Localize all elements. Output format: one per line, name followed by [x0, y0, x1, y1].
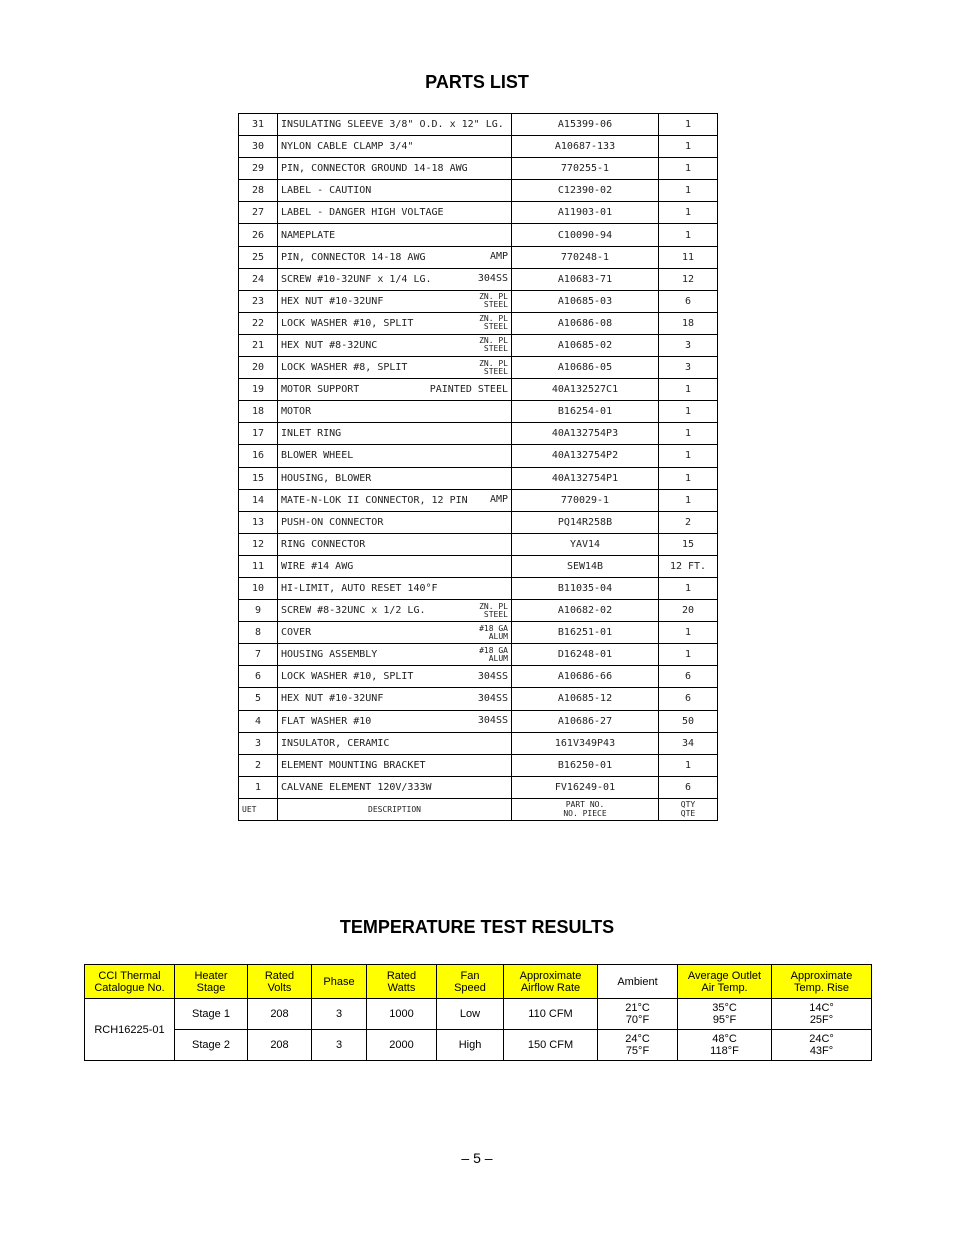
parts-item-number: 30 — [239, 136, 278, 158]
parts-quantity: 18 — [659, 312, 718, 334]
parts-description-cell — [278, 224, 512, 246]
parts-quantity: 20 — [659, 600, 718, 622]
temperature-test-table — [84, 964, 872, 1061]
parts-description-cell — [278, 180, 512, 202]
parts-description-cell — [278, 334, 512, 356]
temperature-phase: 3 — [312, 1030, 367, 1061]
parts-item-number: 15 — [239, 467, 278, 489]
parts-description: ELEMENT MOUNTING BRACKET — [281, 759, 426, 771]
parts-item-number: 11 — [239, 555, 278, 577]
parts-description: LOCK WASHER #10, SPLIT — [281, 317, 414, 329]
parts-item-number: 31 — [239, 114, 278, 136]
parts-material: ZN. PL STEEL — [479, 336, 508, 354]
parts-material: 304SS — [477, 692, 508, 704]
parts-description: HOUSING, BLOWER — [281, 472, 372, 484]
parts-quantity: 1 — [659, 622, 718, 644]
parts-part-number: 770248-1 — [512, 246, 659, 268]
parts-description: HEX NUT #10-32UNF — [281, 693, 384, 705]
parts-item-number: 6 — [239, 666, 278, 688]
parts-description: HI-LIMIT, AUTO RESET 140°F — [281, 583, 438, 595]
header-catalogue: CCI Thermal Catalogue No. — [85, 965, 175, 999]
parts-part-number: D16248-01 — [512, 644, 659, 666]
parts-row — [239, 401, 718, 423]
parts-item-number: 29 — [239, 158, 278, 180]
parts-part-number: PQ14R258B — [512, 511, 659, 533]
temperature-row — [85, 1030, 872, 1061]
parts-part-number: 770255-1 — [512, 158, 659, 180]
parts-part-number: A10682-02 — [512, 600, 659, 622]
parts-item-number: 24 — [239, 268, 278, 290]
parts-description-cell — [278, 622, 512, 644]
parts-description: HOUSING ASSEMBLY — [281, 649, 378, 661]
parts-description: COVER — [281, 627, 312, 639]
parts-row — [239, 666, 718, 688]
parts-item-number: 7 — [239, 644, 278, 666]
parts-item-number: 18 — [239, 401, 278, 423]
parts-quantity: 1 — [659, 379, 718, 401]
parts-description: SCREW #8-32UNC x 1/2 LG. — [281, 605, 426, 617]
parts-part-number: A10685-02 — [512, 334, 659, 356]
parts-description: WIRE #14 AWG — [281, 560, 354, 572]
parts-quantity: 11 — [659, 246, 718, 268]
parts-part-number: B16250-01 — [512, 754, 659, 776]
parts-list-title: PARTS LIST — [425, 72, 529, 92]
parts-description-cell — [278, 710, 512, 732]
parts-material: 304SS — [477, 715, 508, 727]
parts-part-number: C10090-94 — [512, 224, 659, 246]
parts-item-number: 22 — [239, 312, 278, 334]
parts-row — [239, 202, 718, 224]
header-phase: Phase — [312, 965, 367, 999]
temperature-row — [85, 999, 872, 1030]
parts-list-table — [238, 113, 718, 821]
temperature-airflow: 110 CFM — [504, 999, 598, 1030]
parts-material: ZN. PL STEEL — [479, 292, 508, 310]
parts-description: MATE-N-LOK II CONNECTOR, 12 PIN — [281, 494, 468, 506]
header-airflow: Approximate Airflow Rate — [504, 965, 598, 999]
parts-material: #18 GA ALUM — [479, 645, 508, 663]
parts-description: BLOWER WHEEL — [281, 450, 354, 462]
temperature-ambient: 24°C 75°F — [598, 1030, 678, 1061]
parts-description-cell — [278, 754, 512, 776]
parts-material: ZN. PL STEEL — [479, 358, 508, 376]
parts-row — [239, 555, 718, 577]
header-outlet: Average Outlet Air Temp. — [678, 965, 772, 999]
temperature-outlet: 35°C 95°F — [678, 999, 772, 1030]
parts-description: LOCK WASHER #10, SPLIT — [281, 671, 414, 683]
temperature-header-row — [85, 965, 872, 999]
parts-description-cell — [278, 577, 512, 599]
parts-item-number: 2 — [239, 754, 278, 776]
parts-description: MOTOR — [281, 406, 312, 418]
parts-item-number: 17 — [239, 423, 278, 445]
parts-material: PAINTED STEEL — [429, 383, 508, 395]
parts-description-cell — [278, 688, 512, 710]
parts-quantity: 1 — [659, 114, 718, 136]
parts-quantity: 12 FT. — [659, 555, 718, 577]
parts-item-number: 16 — [239, 445, 278, 467]
parts-part-number: 40A132754P2 — [512, 445, 659, 467]
parts-part-number: 40A132754P1 — [512, 467, 659, 489]
parts-quantity: 6 — [659, 290, 718, 312]
parts-quantity: 1 — [659, 644, 718, 666]
parts-row — [239, 158, 718, 180]
parts-row — [239, 511, 718, 533]
parts-description: LOCK WASHER #8, SPLIT — [281, 362, 408, 374]
parts-quantity: 1 — [659, 423, 718, 445]
header-fan: Fan Speed — [437, 965, 504, 999]
parts-part-number: YAV14 — [512, 533, 659, 555]
parts-description: PIN, CONNECTOR 14-18 AWG — [281, 251, 426, 263]
parts-description-cell — [278, 555, 512, 577]
parts-quantity: 1 — [659, 158, 718, 180]
parts-quantity: 50 — [659, 710, 718, 732]
parts-quantity: 15 — [659, 533, 718, 555]
parts-description: NYLON CABLE CLAMP 3/4" — [281, 141, 414, 153]
header-stage: Heater Stage — [175, 965, 248, 999]
parts-item-number: 21 — [239, 334, 278, 356]
parts-quantity: 1 — [659, 224, 718, 246]
parts-row — [239, 334, 718, 356]
parts-item-number: 26 — [239, 224, 278, 246]
parts-item-number: 14 — [239, 489, 278, 511]
parts-item-number: 3 — [239, 732, 278, 754]
parts-quantity: 1 — [659, 401, 718, 423]
parts-item-number: 1 — [239, 776, 278, 798]
parts-description-cell — [278, 136, 512, 158]
parts-item-number: 27 — [239, 202, 278, 224]
parts-quantity: 34 — [659, 732, 718, 754]
parts-quantity: 6 — [659, 688, 718, 710]
parts-item-number: 9 — [239, 600, 278, 622]
parts-row — [239, 357, 718, 379]
parts-quantity: 2 — [659, 511, 718, 533]
parts-row — [239, 732, 718, 754]
parts-material: #18 GA ALUM — [479, 623, 508, 641]
parts-header-part-number: PART NO. NO. PIECE — [512, 798, 659, 820]
parts-quantity: 1 — [659, 467, 718, 489]
parts-description-cell — [278, 312, 512, 334]
parts-description-cell — [278, 423, 512, 445]
parts-quantity: 1 — [659, 445, 718, 467]
parts-quantity: 6 — [659, 776, 718, 798]
parts-description-cell — [278, 246, 512, 268]
parts-description-cell — [278, 290, 512, 312]
parts-quantity: 3 — [659, 334, 718, 356]
parts-list-body — [239, 114, 718, 821]
parts-description: PUSH-ON CONNECTOR — [281, 516, 384, 528]
header-watts: Rated Watts — [367, 965, 437, 999]
parts-description-cell — [278, 776, 512, 798]
header-volts: Rated Volts — [248, 965, 312, 999]
parts-description: FLAT WASHER #10 — [281, 715, 372, 727]
temperature-fan: Low — [437, 999, 504, 1030]
parts-part-number: A10683-71 — [512, 268, 659, 290]
parts-description: INSULATING SLEEVE 3/8" O.D. x 12" LG. — [281, 119, 504, 131]
parts-quantity: 1 — [659, 754, 718, 776]
parts-item-number: 23 — [239, 290, 278, 312]
temperature-volts: 208 — [248, 999, 312, 1030]
parts-part-number: A10686-05 — [512, 357, 659, 379]
parts-part-number: A10686-27 — [512, 710, 659, 732]
temperature-outlet: 48°C 118°F — [678, 1030, 772, 1061]
parts-row — [239, 290, 718, 312]
parts-row — [239, 754, 718, 776]
parts-description: RING CONNECTOR — [281, 538, 366, 550]
parts-item-number: 20 — [239, 357, 278, 379]
parts-description: MOTOR SUPPORT — [281, 384, 360, 396]
parts-row — [239, 423, 718, 445]
parts-part-number: B16254-01 — [512, 401, 659, 423]
temperature-fan: High — [437, 1030, 504, 1061]
parts-header-quantity: QTY QTE — [659, 798, 718, 820]
parts-part-number: A10686-66 — [512, 666, 659, 688]
temperature-rise: 14C° 25F° — [772, 999, 872, 1030]
parts-description-cell — [278, 666, 512, 688]
parts-row — [239, 114, 718, 136]
parts-quantity: 6 — [659, 666, 718, 688]
parts-description-cell — [278, 401, 512, 423]
parts-quantity: 1 — [659, 202, 718, 224]
parts-description-cell — [278, 357, 512, 379]
parts-row — [239, 577, 718, 599]
header-ambient: Ambient — [598, 965, 678, 999]
header-rise: Approximate Temp. Rise — [772, 965, 872, 999]
parts-item-number: 4 — [239, 710, 278, 732]
catalogue-number: RCH16225-01 — [85, 999, 175, 1061]
parts-part-number: 161V349P43 — [512, 732, 659, 754]
parts-description: LABEL - DANGER HIGH VOLTAGE — [281, 207, 444, 219]
parts-item-number: 28 — [239, 180, 278, 202]
parts-row — [239, 644, 718, 666]
parts-quantity: 1 — [659, 489, 718, 511]
parts-description: CALVANE ELEMENT 120V/333W — [281, 781, 432, 793]
parts-row — [239, 268, 718, 290]
parts-material: ZN. PL STEEL — [479, 601, 508, 619]
parts-row — [239, 489, 718, 511]
parts-part-number: C12390-02 — [512, 180, 659, 202]
parts-quantity: 3 — [659, 357, 718, 379]
parts-header-description: DESCRIPTION — [278, 798, 512, 820]
parts-part-number: FV16249-01 — [512, 776, 659, 798]
temperature-ambient: 21°C 70°F — [598, 999, 678, 1030]
temperature-rise: 24C° 43F° — [772, 1030, 872, 1061]
parts-part-number: A10685-03 — [512, 290, 659, 312]
parts-part-number: A11903-01 — [512, 202, 659, 224]
parts-description-cell — [278, 511, 512, 533]
parts-row — [239, 136, 718, 158]
parts-part-number: B11035-04 — [512, 577, 659, 599]
parts-part-number: SEW14B — [512, 555, 659, 577]
temperature-phase: 3 — [312, 999, 367, 1030]
parts-description-cell — [278, 445, 512, 467]
parts-row — [239, 379, 718, 401]
parts-part-number: A10686-08 — [512, 312, 659, 334]
parts-row — [239, 776, 718, 798]
parts-quantity: 1 — [659, 577, 718, 599]
parts-item-number: 5 — [239, 688, 278, 710]
parts-material: 304SS — [477, 273, 508, 285]
parts-description-cell — [278, 114, 512, 136]
parts-description-cell — [278, 533, 512, 555]
parts-description-cell — [278, 467, 512, 489]
parts-row — [239, 224, 718, 246]
parts-description: PIN, CONNECTOR GROUND 14-18 AWG — [281, 163, 468, 175]
parts-header-row — [239, 798, 718, 820]
parts-description: HEX NUT #10-32UNF — [281, 295, 384, 307]
parts-description: NAMEPLATE — [281, 229, 336, 241]
parts-item-number: 19 — [239, 379, 278, 401]
parts-row — [239, 710, 718, 732]
parts-quantity: 12 — [659, 268, 718, 290]
parts-part-number: A15399-06 — [512, 114, 659, 136]
temperature-stage: Stage 1 — [175, 999, 248, 1030]
parts-part-number: A10685-12 — [512, 688, 659, 710]
parts-description-cell — [278, 158, 512, 180]
parts-row — [239, 533, 718, 555]
parts-part-number: 40A132754P3 — [512, 423, 659, 445]
temperature-watts: 2000 — [367, 1030, 437, 1061]
parts-description-cell — [278, 489, 512, 511]
parts-item-number: 25 — [239, 246, 278, 268]
parts-row — [239, 688, 718, 710]
parts-item-number: 13 — [239, 511, 278, 533]
temperature-watts: 1000 — [367, 999, 437, 1030]
parts-row — [239, 180, 718, 202]
parts-row — [239, 622, 718, 644]
temperature-test-title: TEMPERATURE TEST RESULTS — [339, 917, 615, 937]
parts-row — [239, 467, 718, 489]
parts-part-number: A10687-133 — [512, 136, 659, 158]
parts-item-number: 12 — [239, 533, 278, 555]
parts-part-number: 40A132527C1 — [512, 379, 659, 401]
parts-description: INSULATOR, CERAMIC — [281, 737, 390, 749]
parts-material: 304SS — [477, 670, 508, 682]
parts-description: LABEL - CAUTION — [281, 185, 372, 197]
parts-description-cell — [278, 268, 512, 290]
page-number: – 5 – — [461, 1150, 493, 1166]
parts-quantity: 1 — [659, 180, 718, 202]
parts-item-number: 8 — [239, 622, 278, 644]
parts-row — [239, 312, 718, 334]
parts-part-number: B16251-01 — [512, 622, 659, 644]
parts-header-item: UET — [239, 798, 278, 820]
parts-description-cell — [278, 600, 512, 622]
parts-part-number: 770029-1 — [512, 489, 659, 511]
parts-quantity: 1 — [659, 136, 718, 158]
temperature-stage: Stage 2 — [175, 1030, 248, 1061]
temperature-volts: 208 — [248, 1030, 312, 1061]
parts-description-cell — [278, 379, 512, 401]
parts-description-cell — [278, 644, 512, 666]
parts-description-cell — [278, 732, 512, 754]
temperature-test-body — [85, 999, 872, 1061]
parts-material: ZN. PL STEEL — [479, 314, 508, 332]
parts-description-cell — [278, 202, 512, 224]
parts-material: AMP — [489, 494, 508, 506]
parts-item-number: 10 — [239, 577, 278, 599]
parts-description: HEX NUT #8-32UNC — [281, 339, 378, 351]
parts-row — [239, 600, 718, 622]
parts-row — [239, 445, 718, 467]
parts-row — [239, 246, 718, 268]
parts-description: INLET RING — [281, 428, 342, 440]
parts-description: SCREW #10-32UNF x 1/4 LG. — [281, 273, 432, 285]
parts-material: AMP — [489, 251, 508, 263]
temperature-airflow: 150 CFM — [504, 1030, 598, 1061]
